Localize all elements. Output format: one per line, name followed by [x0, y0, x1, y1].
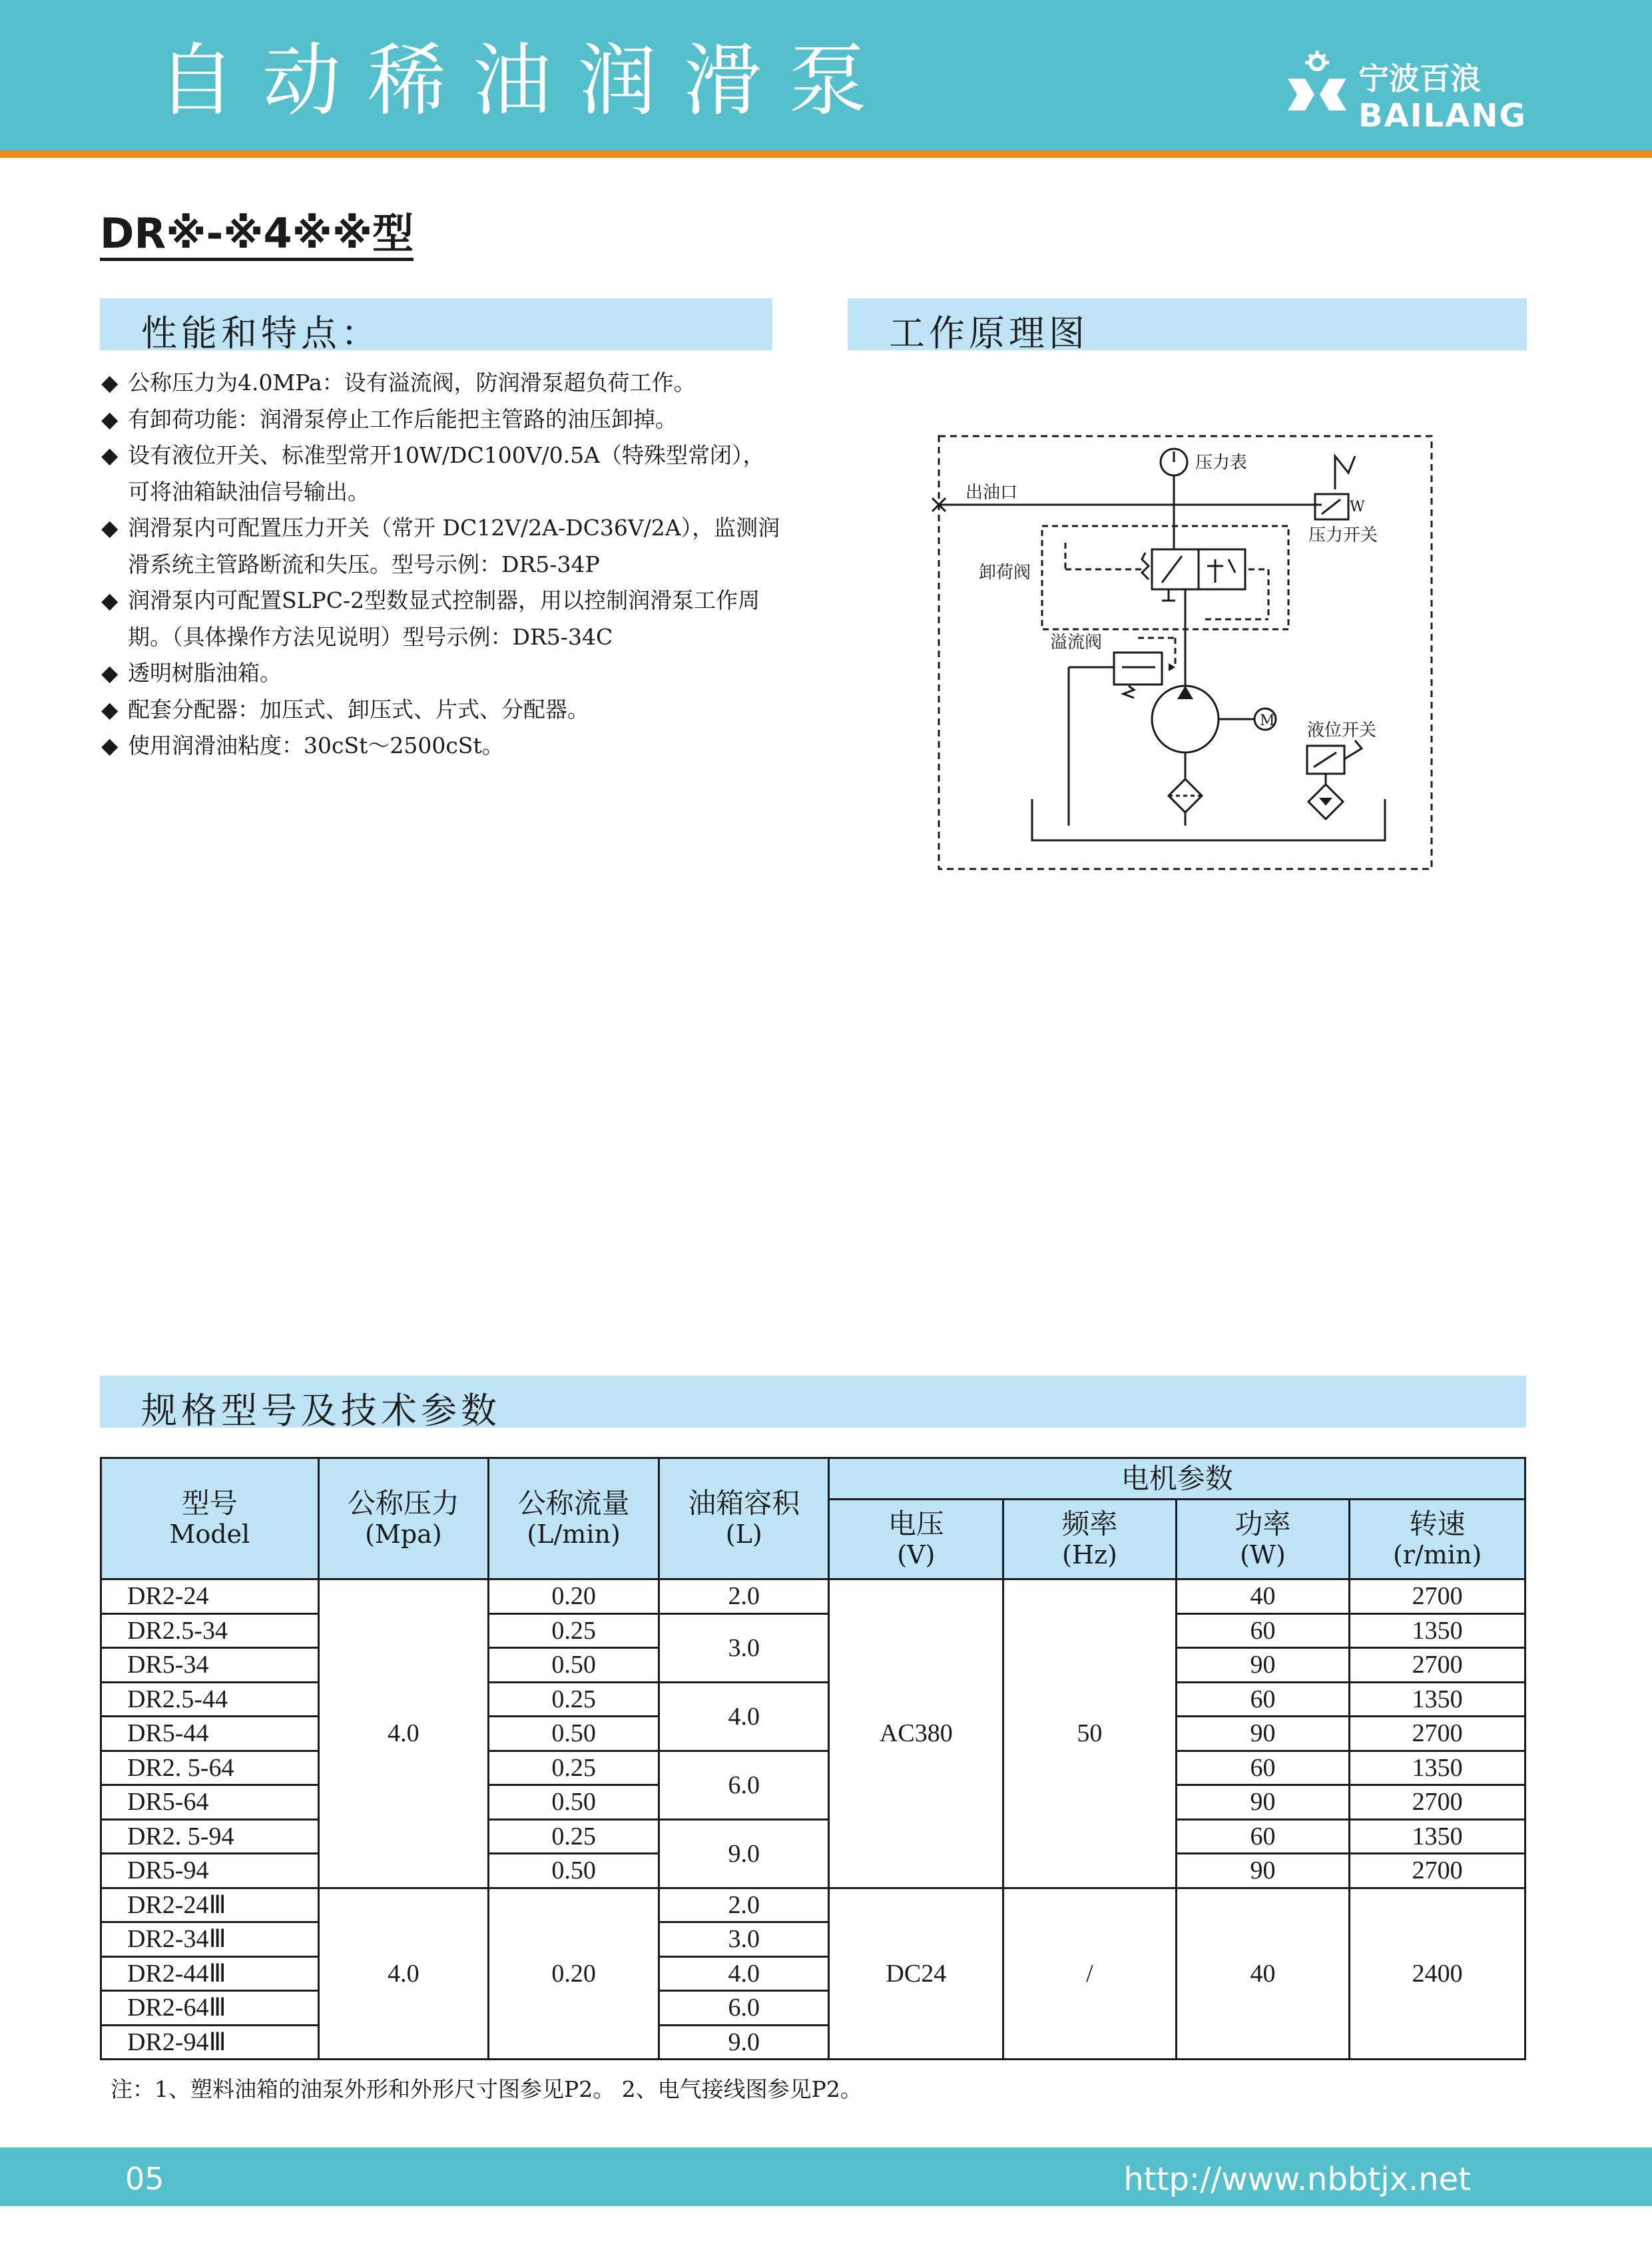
header-banner	[0, 0, 1652, 150]
specs-section-bar	[100, 1376, 1526, 1432]
feature-item: ◆ 配套分配器：加压式、卸压式、片式、分配器。	[101, 692, 780, 728]
gauge-label: 压力表	[1195, 453, 1248, 473]
company-logo	[1285, 51, 1527, 137]
header-flow: 公称流量 (L/min)	[489, 1458, 659, 1579]
level-switch-label: 液位开关	[1307, 720, 1377, 740]
footer-banner	[0, 2147, 1652, 2206]
table-row: DR5-44 0.50 90 2700	[101, 1717, 1525, 1751]
logo-chinese-name: 宁波百浪	[1358, 61, 1481, 97]
feature-item: ◆ 润滑泵内可配置压力开关（常开 DC12V/2A-DC36V/2A），监测润滑系统主管路断流和失压。型号示例：DR5-34P	[101, 510, 780, 583]
pressure-switch-label: 压力开关	[1308, 525, 1378, 545]
header-tank: 油箱容积 (L)	[659, 1458, 829, 1579]
header-frequency: 频率 (Hz)	[1003, 1500, 1177, 1579]
header-model: 型号 Model	[101, 1458, 319, 1579]
table-note: 注：1、塑料油箱的油泵外形和外形尺寸图参见P2。 2、电气接线图参见P2。	[111, 2076, 862, 2102]
features-heading: 性能和特点：	[141, 312, 381, 354]
header-pressure: 公称压力 (Mpa)	[318, 1458, 489, 1579]
diamond-bullet-icon: ◆	[101, 732, 119, 758]
hydraulic-schematic	[922, 426, 1455, 879]
diamond-bullet-icon: ◆	[101, 370, 119, 396]
header-speed: 转速 (r/min)	[1350, 1500, 1525, 1579]
dc-frequency-cell: /	[1003, 1888, 1177, 2060]
table-row: DR2-34Ⅲ 3.0	[101, 1922, 1525, 1957]
table-row: DR2-64Ⅲ 6.0	[101, 1991, 1525, 2026]
feature-item: ◆ 润滑泵内可配置SLPC-2型数显式控制器，用以控制润滑泵工作周期。（具体操作方法见说明）型号示例：DR5-34C	[101, 583, 780, 655]
header-motor-params: 电机参数	[829, 1458, 1525, 1500]
page-title: 自动稀油润滑泵	[157, 35, 894, 127]
feature-item: ◆ 公称压力为4.0MPa：设有溢流阀，防润滑泵超负荷工作。	[101, 365, 780, 402]
diamond-bullet-icon: ◆	[101, 696, 119, 722]
feature-item: ◆ 使用润滑油粘度：30cSt～2500cSt。	[101, 728, 780, 764]
switch-w-label: W	[1350, 499, 1365, 515]
dc-speed-cell: 2400	[1350, 1888, 1525, 2060]
bailang-logo-icon	[1285, 51, 1352, 137]
diamond-bullet-icon: ◆	[101, 515, 119, 541]
dc-flow-cell: 0.20	[489, 1888, 659, 2060]
header-power: 功率 (W)	[1176, 1500, 1350, 1579]
header-voltage: 电压 (V)	[829, 1500, 1003, 1579]
diamond-bullet-icon: ◆	[101, 406, 119, 432]
ac-frequency-cell: 50	[1003, 1579, 1177, 1888]
table-row: DR2. 5-64 0.25 6.0 60 1350	[101, 1751, 1525, 1785]
table-row: DR2.5-34 0.25 3.0 60 1350	[101, 1613, 1525, 1648]
unload-valve-icon	[1152, 549, 1199, 589]
diamond-bullet-icon: ◆	[101, 660, 119, 686]
ac-pressure-cell: 4.0	[318, 1579, 489, 1888]
feature-item: ◆ 透明树脂油箱。	[101, 655, 780, 692]
diamond-bullet-icon: ◆	[101, 587, 119, 613]
features-section-bar	[100, 298, 772, 354]
table-row: DR5-34 0.50 90 2700	[101, 1648, 1525, 1683]
spec-table	[100, 1457, 1526, 2060]
diamond-bullet-icon: ◆	[101, 442, 119, 468]
specs-heading: 规格型号及技术参数	[141, 1390, 501, 1432]
relief-valve-icon	[1114, 653, 1162, 685]
diagram-heading: 工作原理图	[889, 312, 1089, 354]
dc-pressure-cell: 4.0	[318, 1888, 489, 2060]
table-row: DR2.5-44 0.25 4.0 60 1350	[101, 1682, 1525, 1717]
table-row: DR5-94 0.50 90 2700	[101, 1854, 1525, 1888]
unload-valve-label: 卸荷阀	[979, 563, 1031, 583]
dc-power-cell: 40	[1176, 1888, 1350, 2060]
ac-voltage-cell: AC380	[829, 1579, 1003, 1888]
feature-item: ◆ 有卸荷功能：润滑泵停止工作后能把主管路的油压卸掉。	[101, 402, 780, 438]
oil-tank	[1032, 799, 1385, 840]
table-row: DR2-24 4.0 0.20 2.0 AC380 50 40 2700	[101, 1579, 1525, 1614]
model-title: DR※-※4※※型	[100, 212, 413, 261]
relief-valve-label: 溢流阀	[1050, 633, 1103, 653]
table-row: DR2-24Ⅲ 4.0 0.20 2.0 DC24 / 40 2400	[101, 1888, 1525, 1922]
page-number: 05	[125, 2161, 164, 2197]
table-row: DR5-64 0.50 90 2700	[101, 1785, 1525, 1820]
motor-label: M	[1260, 712, 1275, 729]
feature-item: ◆ 设有液位开关、标准型常开10W/DC100V/0.5A（特殊型常闭），可将油箱缺油信号输出。	[101, 437, 780, 510]
table-row: DR2-44Ⅲ 4.0	[101, 1956, 1525, 1991]
outlet-label: 出油口	[965, 483, 1018, 503]
logo-english-name: BAILANG	[1358, 97, 1527, 135]
dc-voltage-cell: DC24	[829, 1888, 1003, 2060]
diagram-section-bar	[848, 298, 1527, 354]
features-list	[101, 365, 780, 764]
table-row: DR2-94Ⅲ 9.0	[101, 2025, 1525, 2060]
table-row: DR2. 5-94 0.25 9.0 60 1350	[101, 1819, 1525, 1854]
website-link[interactable]: http://www.nbbtjx.net	[1123, 2161, 1471, 2198]
header-divider	[0, 150, 1652, 158]
